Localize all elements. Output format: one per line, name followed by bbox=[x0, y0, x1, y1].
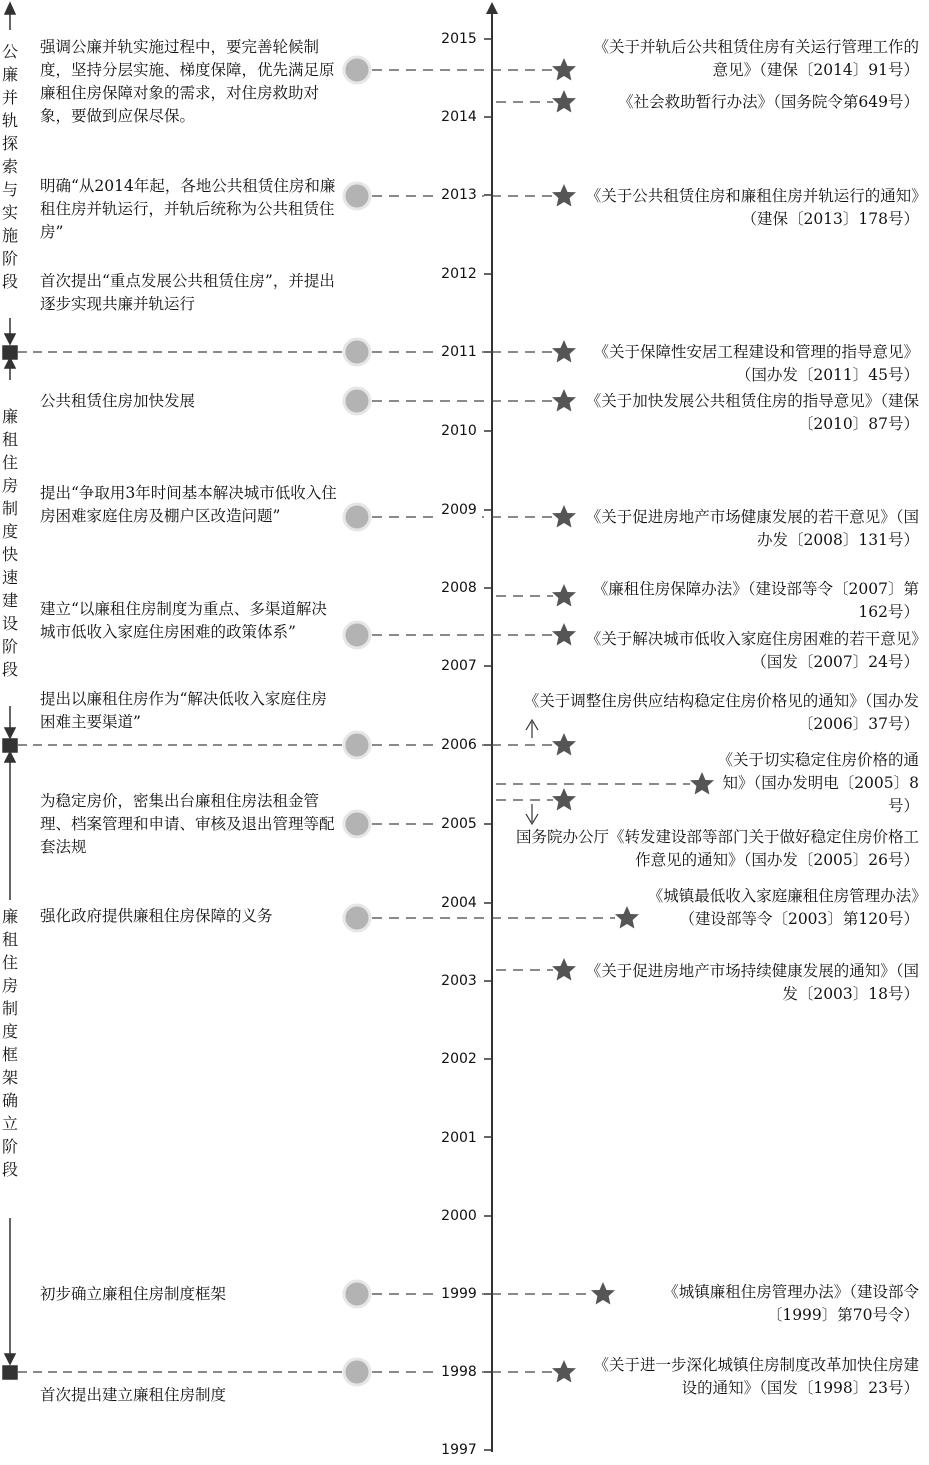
year-label: 1999 bbox=[436, 1286, 482, 1302]
policy-text: 《关于公共租赁住房和廉租住房并轨运行的通知》（建保〔2013〕178号） bbox=[585, 187, 919, 228]
year-label: 2009 bbox=[436, 502, 482, 518]
year-label: 2004 bbox=[436, 895, 482, 911]
event-text: 初步确立廉租住房制度框架 bbox=[40, 1285, 227, 1303]
year-label: 2012 bbox=[436, 266, 482, 282]
year-label: 1998 bbox=[436, 1364, 482, 1380]
event-text: 建立“以廉租住房制度为重点、多渠道解决城市低收入家庭住房困难的政策体系” bbox=[40, 600, 327, 641]
year-label: 2014 bbox=[436, 109, 482, 125]
year-label: 2002 bbox=[436, 1051, 482, 1067]
year-label: 2015 bbox=[436, 31, 482, 47]
policy-text: 《关于解决城市低收入家庭住房困难的若干意见》（国发〔2007〕24号） bbox=[585, 630, 919, 671]
policy-text: 《关于促进房地产市场健康发展的若干意见》（国办发〔2008〕131号） bbox=[585, 508, 919, 549]
year-label: 2000 bbox=[436, 1208, 482, 1224]
stage-label-framework: 廉租住房制度框架确立阶段 bbox=[1, 907, 18, 1179]
year-label: 2010 bbox=[436, 423, 482, 439]
stage-label-merge: 公廉并轨探索与实施阶段 bbox=[1, 42, 18, 291]
year-label: 2003 bbox=[436, 973, 482, 989]
policy-text: 《城镇最低收入家庭廉租住房管理办法》（建设部等令〔2003〕第120号） bbox=[647, 887, 919, 928]
year-label: 2001 bbox=[436, 1130, 482, 1146]
event-text: 为稳定房价，密集出台廉租住房法租金管理、档案管理和申请、审核及退出管理等配套法规 bbox=[40, 792, 335, 856]
year-ticks bbox=[484, 39, 492, 1450]
policy-text: 《关于并轨后公共租赁住房有关运行管理工作的意见》（建保〔2014〕91号） bbox=[593, 38, 919, 79]
policy-text: 《社会救助暂行办法》（国务院令第649号） bbox=[618, 93, 919, 111]
policy-text: 《关于保障性安居工程建设和管理的指导意见》（国办发〔2011〕45号） bbox=[593, 343, 919, 384]
timeline-axis-arrowhead bbox=[486, 2, 498, 14]
policy-text: 《城镇廉租住房管理办法》（建设部令〔1999〕第70号令） bbox=[663, 1283, 919, 1324]
event-text: 首次提出建立廉租住房制度 bbox=[40, 1386, 227, 1404]
policy-text: 《关于促进房地产市场持续健康发展的通知》（国发〔2003〕18号） bbox=[585, 962, 919, 1003]
year-label: 1997 bbox=[436, 1442, 482, 1458]
event-text: 公共租赁住房加快发展 bbox=[40, 392, 196, 410]
event-text: 首次提出“重点发展公共租赁住房”，并提出逐步实现共廉并轨运行 bbox=[40, 272, 335, 313]
event-text: 强调公廉并轨实施过程中，要完善轮候制度，坚持分层实施、梯度保障，优先满足原廉租住房保障对象的需求，对住房救助对象，要做到应保尽保。 bbox=[40, 38, 335, 125]
policy-text: 《关于调整住房供应结构稳定住房价格见的通知》（国办发〔2006〕37号） bbox=[523, 692, 919, 733]
event-circles bbox=[344, 57, 370, 1385]
event-text: 提出以廉租住房作为“解决低收入家庭住房困难主要渠道” bbox=[40, 690, 327, 731]
year-label: 2007 bbox=[436, 658, 482, 674]
policy-text: 《关于加快发展公共租赁住房的指导意见》（建保〔2010〕87号） bbox=[585, 392, 919, 433]
event-text: 强化政府提供廉租住房保障的义务 bbox=[40, 907, 273, 925]
stage-label-rapid-build: 廉租住房制度快速建设阶段 bbox=[1, 407, 18, 679]
policy-text: 《关于切实稳定住房价格的通知》（国办发明电〔2005〕8号） bbox=[717, 751, 919, 815]
event-text: 提出“争取用3年时间基本解决城市低收入住房困难家庭住房及棚户区改造问题” bbox=[40, 484, 337, 525]
policy-text: 《廉租住房保障办法》（建设部等令〔2007〕第162号） bbox=[592, 580, 919, 621]
year-label: 2013 bbox=[436, 187, 482, 203]
policy-text: 国务院办公厅《转发建设部等部门关于做好稳定住房价格工作意见的通知》（国办发〔2005〕26号） bbox=[515, 828, 919, 869]
policy-text: 《关于进一步深化城镇住房制度改革加快住房建设的通知》（国发〔1998〕23号） bbox=[593, 1356, 919, 1397]
year-label: 2005 bbox=[436, 816, 482, 832]
year-label: 2011 bbox=[436, 344, 482, 360]
year-label: 2006 bbox=[436, 737, 482, 753]
event-text: 明确“从2014年起，各地公共租赁住房和廉租住房并轨运行，并轨后统称为公共租赁住房” bbox=[40, 177, 336, 241]
year-label: 2008 bbox=[436, 580, 482, 596]
